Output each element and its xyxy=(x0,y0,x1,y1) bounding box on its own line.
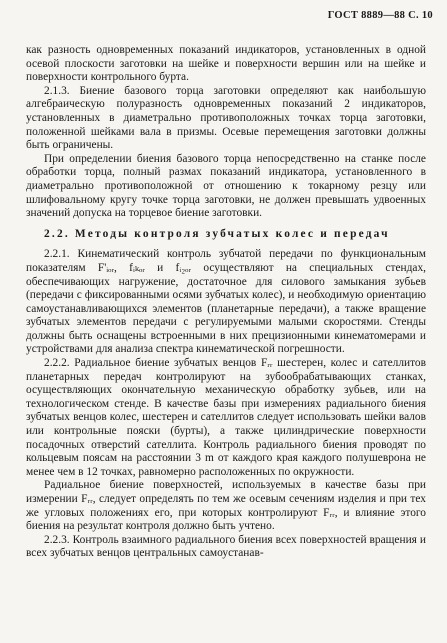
paragraph-2-2-1: 2.2.1. Кинематический контроль зубчатой передачи по функциональным показателям F'ᵢₒᵣ, fᵢₖₒᵣ и fᵢ₂ₒᵣ осуществляют на специальных стендах, обеспечивающих нагружение, достаточное для силового замыкания зубьев (передачи с фиксированными осями зубчатых колес), и необходимую ориентацию самоустанавливающихся элементов (планетарные передачи), а также вращение зубчатых элементов передачи с регулируемыми малыми скоростями. Стенды должны быть оснащены встроенными в них прецизионными кинематомерами и устройствами для анализа спектра кинематической погрешности. xyxy=(26,248,426,356)
paragraph-2-2-2: 2.2.2. Радиальное биение зубчатых венцов Fᵣᵣ шестерен, колес и сателлитов планетарных передач контролируют на зубообрабатывающих станках, осуществляющих окончательную механическую обработку зубьев, или на технологическом стенде. В качестве базы при измерениях радиального биения зубчатых венцов колес, шестерен и сателлитов следует использовать шейки валов или контрольные пояски (бурты), а также цилиндрические поверхности посадочных отверстий сателлита. Контроль радиального биения проводят по кольцевым поясам на расстоянии 3 m от каждого края каждого полушеврона не менее чем в 12 точках, равномерно расположенных по окружности. xyxy=(26,357,426,478)
paragraph-base-face-runout: При определении биения базового торца непосредственно на станке после обработки торца, полный размах показаний индикатора, установленного в диаметрально противоположной от отношению к токарному резцу или шлифовальному кругу точке торца заготовки, не должен превышать удвоенных значений допуска на торцевое биение заготовки. xyxy=(26,152,426,220)
paragraph-2-1-3: 2.1.3. Биение базового торца заготовки определяют как наибольшую алгебраическую полуразность одновременных показаний 2 индикаторов, установленных в диаметрально противоположных точках торца заготовки, положенной шейками вала в призмы. Осевые перемещения заготовки должны быть ограничены. xyxy=(26,84,426,152)
spacer xyxy=(26,241,426,248)
section-heading-2-2: 2.2. Методы контроля зубчатых колес и передач xyxy=(44,227,390,240)
paragraph-2-2-3: 2.2.3. Контроль взаимного радиального биения всех поверхностей вращения и всех зубчатых венцов центральных самоустанав- xyxy=(26,533,426,560)
paragraph-base-surface-runout: Радиальное биение поверхностей, используемых в качестве базы при измерении Fᵣᵣ, следует определять по тем же осевым сечениям изделия и при тех же угловых положениях его, при которых контролируют Fᵣᵣ, и влияние этого биения на результат контроля должно быть учтено. xyxy=(26,479,426,533)
paragraph-continuation: как разность одновременных показаний индикаторов, установленных в одной осевой плоскости заготовки на шейке и поверхности вершин или на шейке и поверхности контрольного бурта. xyxy=(26,44,426,84)
body-text xyxy=(26,44,426,561)
spacer xyxy=(26,221,426,228)
page-header: ГОСТ 8889—88 С. 10 xyxy=(327,10,433,21)
